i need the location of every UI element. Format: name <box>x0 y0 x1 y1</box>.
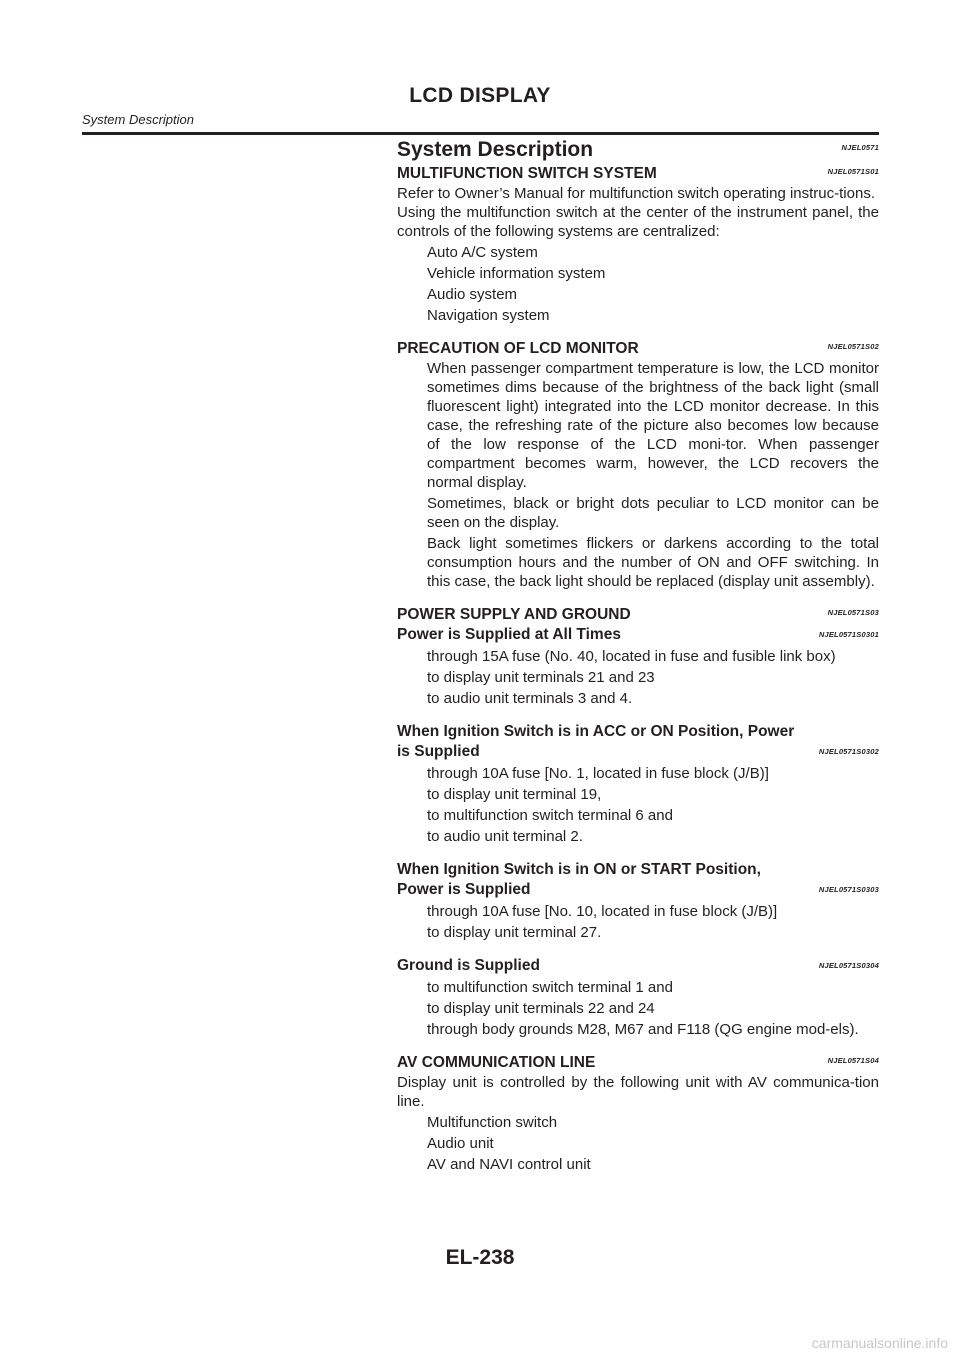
subsection-heading-acc-on <box>397 722 879 762</box>
section-code: NJEL0571S01 <box>827 167 879 176</box>
subsection-heading-line: When Ignition Switch is in ACC or ON Position, Power <box>397 723 795 740</box>
subsection-heading-line: When Ignition Switch is in ON or START Position, <box>397 861 761 878</box>
section-heading-av-communication <box>397 1053 879 1073</box>
list-item: to multifunction switch terminal 6 and <box>427 807 673 824</box>
subsection-heading-on-start <box>397 860 879 900</box>
page-title <box>397 136 879 164</box>
section-heading-power-supply <box>397 605 879 625</box>
paragraph: Display unit is controlled by the following unit with AV communica-tion line. <box>397 1074 879 1110</box>
subsection-heading-all-times <box>397 625 879 645</box>
subsection-heading-line: Power is Supplied <box>397 881 531 898</box>
list-item: to display unit terminal 27. <box>427 924 602 941</box>
subsection-heading-text: Ground is Supplied <box>397 957 540 974</box>
section-heading-multifunction <box>397 164 879 184</box>
section-code: NJEL0571S02 <box>827 342 879 351</box>
header-title: LCD DISPLAY <box>409 84 551 107</box>
page-number: EL-238 <box>445 1246 515 1269</box>
paragraph: Sometimes, black or bright dots peculiar to LCD monitor can be seen on the display. <box>427 495 879 531</box>
subsection-heading-text: Power is Supplied at All Times <box>397 626 621 643</box>
list-item: Multifunction switch <box>427 1114 558 1131</box>
subsection-heading-ground <box>397 956 879 976</box>
list-item: to display unit terminal 19, <box>427 786 602 803</box>
section-heading-text: MULTIFUNCTION SWITCH SYSTEM <box>397 165 657 182</box>
section-heading-text: PRECAUTION OF LCD MONITOR <box>397 340 639 357</box>
list-item: through 10A fuse [No. 1, located in fuse block (J/B)] <box>427 765 769 782</box>
list-item: Navigation system <box>427 307 550 324</box>
paragraph: Refer to Owner’s Manual for multifunction switch operating instruc-tions. <box>397 185 875 202</box>
watermark: carmanualsonline.info <box>811 1335 948 1351</box>
subsection-heading-line: is Supplied <box>397 743 480 760</box>
paragraph: Using the multifunction switch at the center of the instrument panel, the controls of the following systems are centralized: <box>397 204 879 240</box>
list-item: AV and NAVI control unit <box>427 1156 591 1173</box>
section-code: NJEL0571S04 <box>827 1056 879 1065</box>
section-heading-text: AV COMMUNICATION LINE <box>397 1054 596 1071</box>
paragraph: When passenger compartment temperature is low, the LCD monitor sometimes dims because of the brightness of the back light (small fluorescent light) integrated into the LCD monitor decrease. In this case, the refreshing rate of the picture also becomes low because of the low response of the LCD moni-tor. When passenger compartment becomes warm, however, the LCD recovers the normal display. <box>427 360 879 491</box>
list-item: through 10A fuse [No. 10, located in fuse block (J/B)] <box>427 903 778 920</box>
paragraph: Back light sometimes flickers or darkens according to the total consumption hours and the number of ON and OFF switching. In this case, the back light should be replaced (display unit assembly). <box>427 535 879 590</box>
section-code: NJEL0571 <box>841 143 879 152</box>
page-title-text: System Description <box>397 138 594 161</box>
section-code: NJEL0571S0301 <box>818 630 879 639</box>
main-content <box>397 136 879 1174</box>
list-item: through body grounds M28, M67 and F118 (QG engine mod-els). <box>427 1021 859 1038</box>
list-item: to multifunction switch terminal 1 and <box>427 979 673 996</box>
list-item: Audio unit <box>427 1135 494 1152</box>
section-code: NJEL0571S0302 <box>818 747 879 756</box>
list-item: through 15A fuse (No. 40, located in fuse and fusible link box) <box>427 648 836 665</box>
list-item: to display unit terminals 21 and 23 <box>427 669 655 686</box>
section-code: NJEL0571S0303 <box>818 885 879 894</box>
section-code: NJEL0571S03 <box>827 608 879 617</box>
section-heading-precaution <box>397 339 879 359</box>
list-item: Vehicle information system <box>427 265 606 282</box>
list-item: to audio unit terminals 3 and 4. <box>427 690 633 707</box>
list-item: to display unit terminals 22 and 24 <box>427 1000 655 1017</box>
header-divider <box>82 132 879 135</box>
section-heading-text: POWER SUPPLY AND GROUND <box>397 606 631 623</box>
header-subtitle: System Description <box>82 112 194 127</box>
list-item: Audio system <box>427 286 518 303</box>
list-item: to audio unit terminal 2. <box>427 828 583 845</box>
section-code: NJEL0571S0304 <box>818 961 879 970</box>
list-item: Auto A/C system <box>427 244 538 261</box>
